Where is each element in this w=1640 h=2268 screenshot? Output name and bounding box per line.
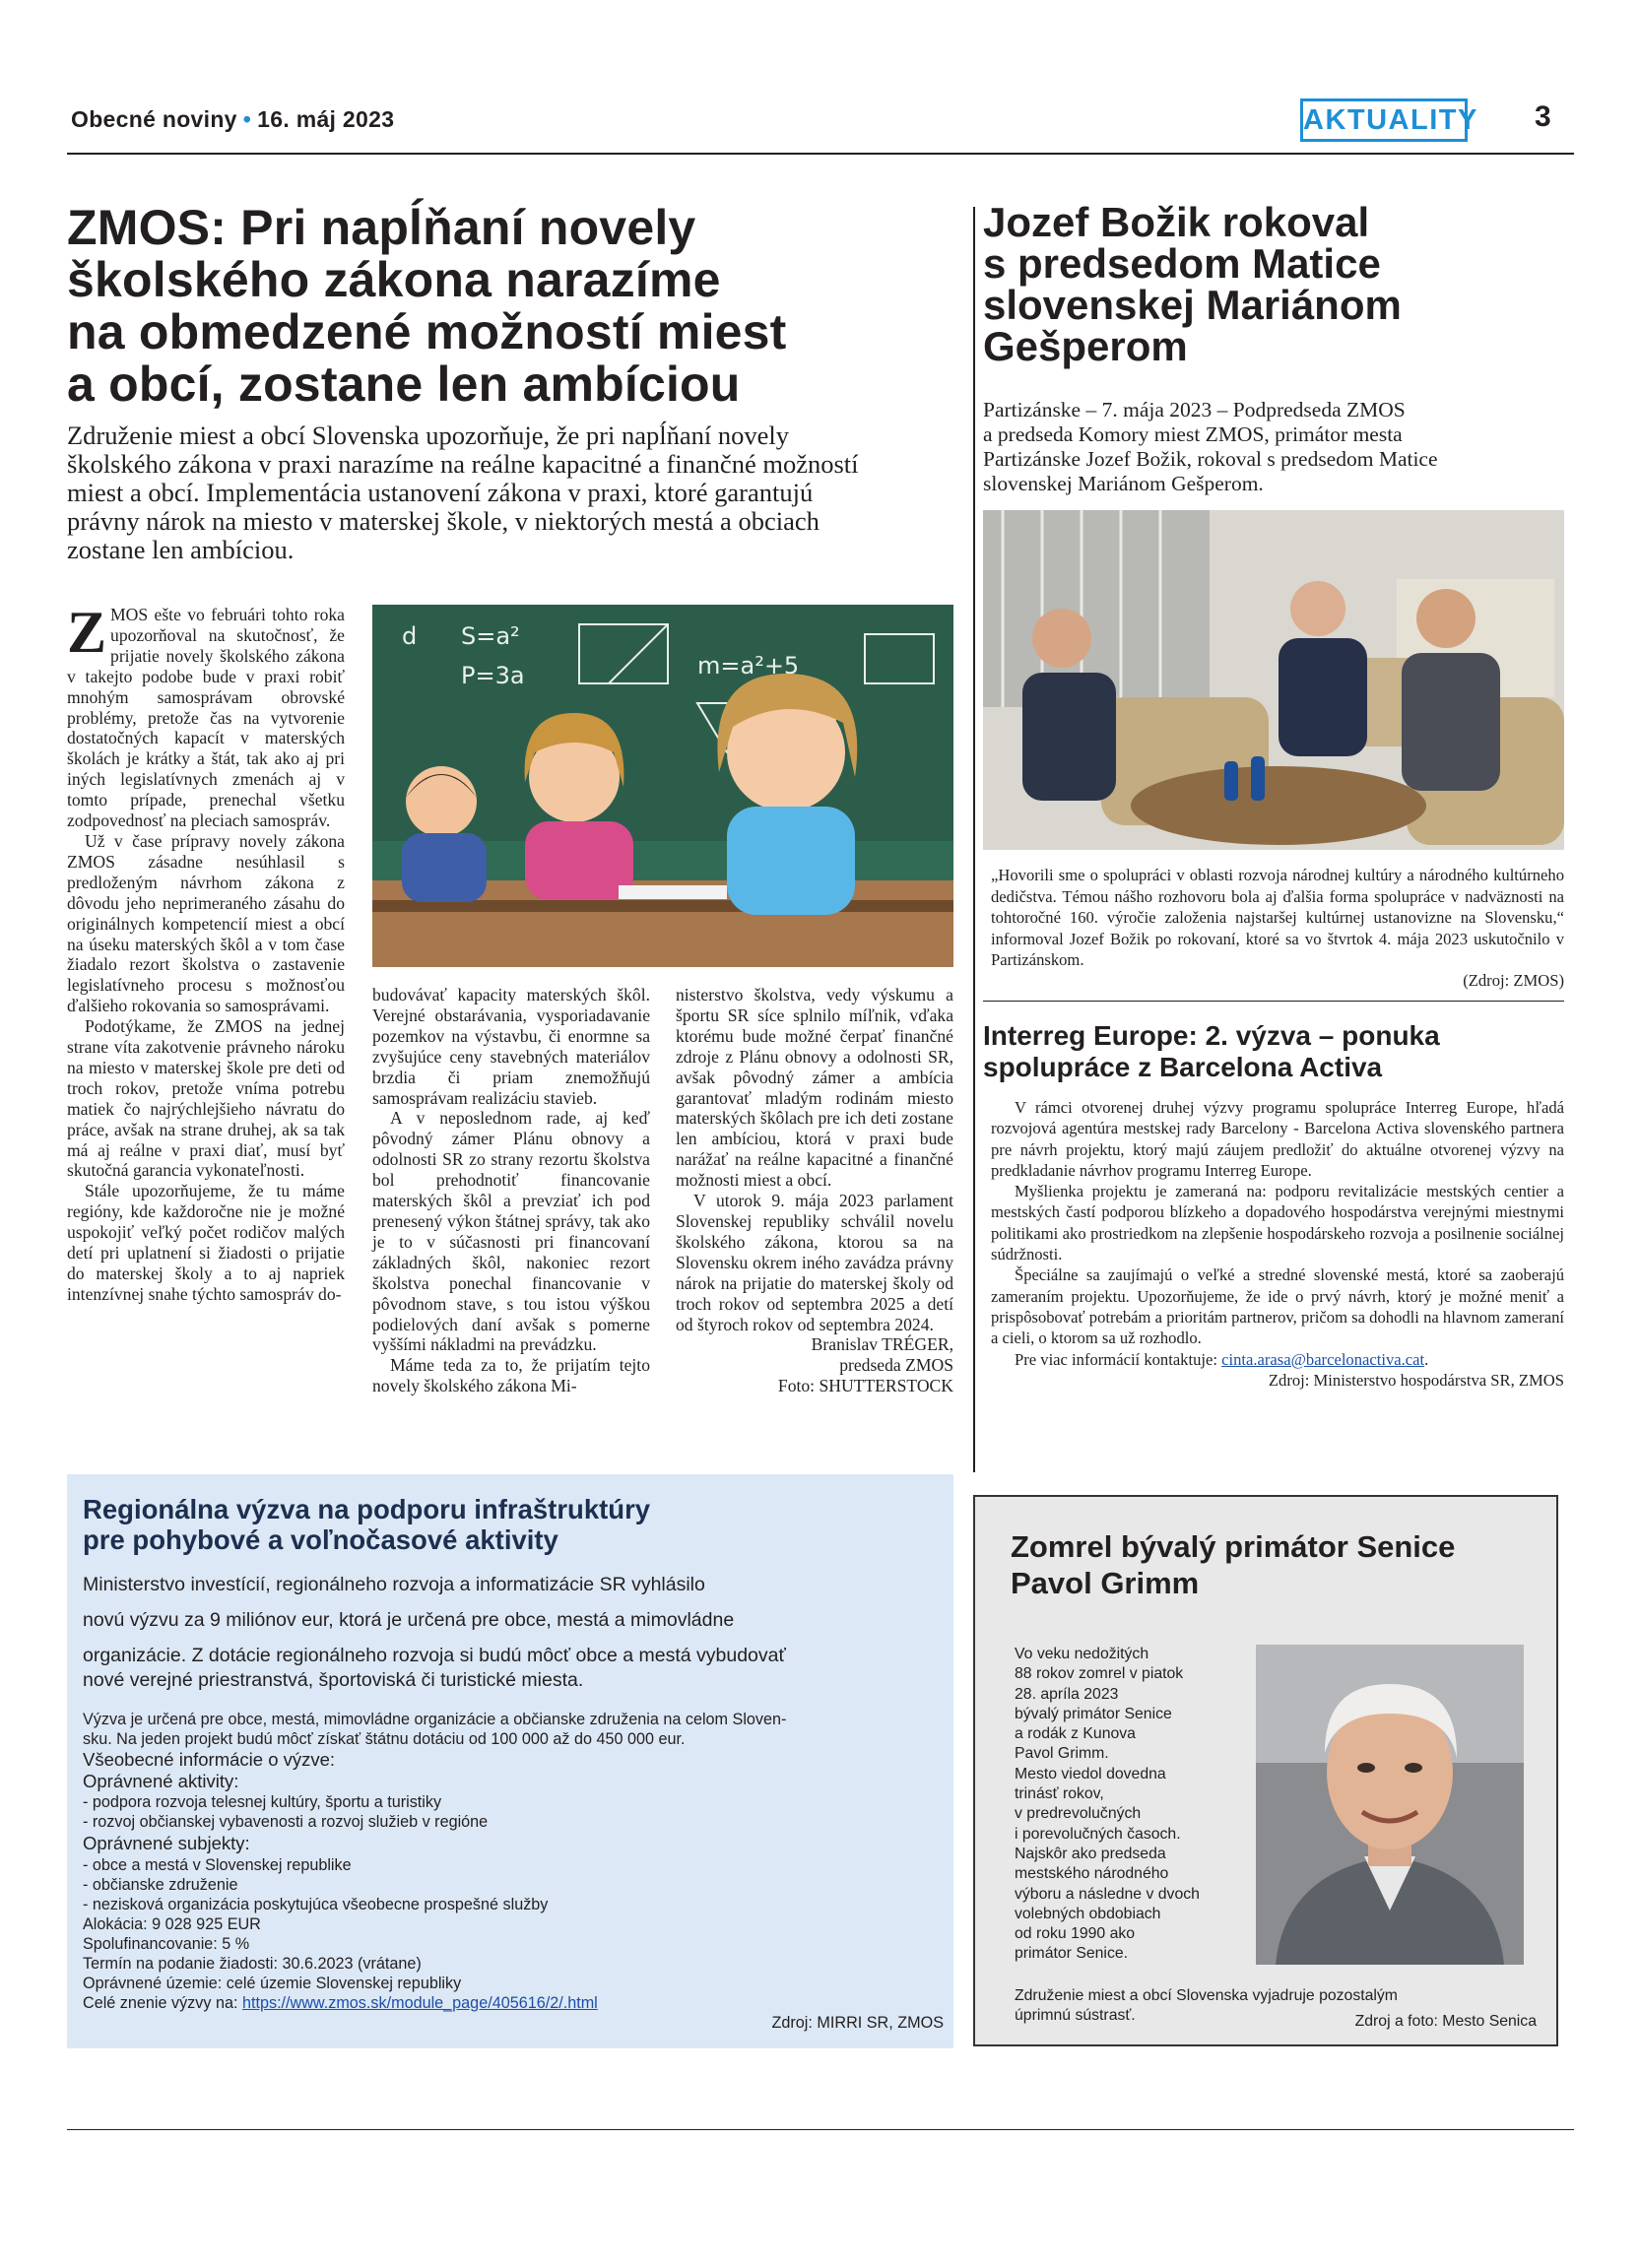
condolence-text xyxy=(1015,1986,1398,2026)
fact-line: Alokácia: 9 028 925 EUR xyxy=(83,1915,261,1933)
full-text-line xyxy=(83,1993,940,2013)
portrait-illustration xyxy=(1256,1645,1524,1965)
obituary-line: primátor Senice. xyxy=(1015,1945,1129,1963)
intro-line: novú výzvu za 9 miliónov eur, ktorá je určená pre obce, mestá a mimovládne xyxy=(83,1609,735,1631)
contact-dot: . xyxy=(1424,1349,1429,1369)
regional-source: Zdroj: MIRRI SR, ZMOS xyxy=(771,2014,944,2032)
paragraph: Máme teda za to, že prijatím tejto novely školského zákona Mi- xyxy=(372,1355,650,1396)
author-name: Branislav TRÉGER, xyxy=(811,1334,953,1355)
bozik-source: (Zdroj: ZMOS) xyxy=(1463,971,1564,990)
full-text-link[interactable]: https://www.zmos.sk/module_page/405616/2/.html xyxy=(241,1994,598,2012)
paragraph xyxy=(67,600,345,831)
obituary-source: Zdroj a foto: Mesto Senica xyxy=(1354,2013,1537,2030)
obituary-line: v predrevolučných xyxy=(1015,1805,1142,1823)
paragraph-text: MOS ešte vo februári tohto roka upozorňoval na skutočnosť, že prijatie novely školského zákona v takejto podobe bude v praxi robiť mnohým samosprávam obrovské problémy, pretože čas na vytvorenie dostatočných kapacít v materských školách je krátky a štát, tak ako aj pri iných legislatívnych zmenách aj v tomto prípade, prenechal všetku zodpovednosť na pleciach samospráv. xyxy=(67,605,345,831)
board-text: S=a² xyxy=(461,622,520,650)
section-tag: AKTUALITY xyxy=(1300,98,1468,142)
board-text: m=a²+5 xyxy=(697,652,800,680)
headline-line: školského zákona narazíme xyxy=(67,252,721,307)
obituary-line: Vo veku nedožitých xyxy=(1015,1646,1149,1662)
activities-label: Oprávnené aktivity: xyxy=(83,1771,239,1791)
bozik-quote: „Hovorili sme o spolupráci v oblasti rozvoja národnej kultúry a národného kultúrneho dedičstva. Témou nášho rozhovoru bola aj ďalšia forma spolupráce v nadväznosti na tohtoročné 160. výročie založenia najstaršej kultúrnej ustanovizne na Slovensku,“ informoval Jozef Božik po rokovaní, ktoré sa vo štvrtok 4. mája 2023 uskutočnilo v Partizánskom. xyxy=(991,866,1564,969)
lead-line: Partizánske – 7. mája 2023 – Podpredseda ZMOS xyxy=(983,398,1406,421)
obituary-line: Najskôr ako predseda xyxy=(1015,1845,1166,1862)
classroom-photo xyxy=(372,605,953,967)
contact-label: Pre viac informácií kontaktuje: xyxy=(1015,1349,1217,1369)
obituary-line: výboru a následne v dvoch xyxy=(1015,1885,1200,1903)
obituary-headline xyxy=(1011,1528,1455,1601)
headline-line: na obmedzené možností miest xyxy=(67,304,787,359)
obituary-line: od roku 1990 ako xyxy=(1015,1925,1136,1943)
headline-line: Regionálna výzva na podporu infraštruktúry xyxy=(83,1494,651,1524)
headline-line: a obcí, zostane len ambíciou xyxy=(67,356,741,412)
intro-line: nové verejné priestranstvá, športoviská či turistické miesta. xyxy=(83,1669,584,1691)
regional-intro xyxy=(83,1573,940,1693)
intro-line: organizácie. Z dotácie regionálneho rozvoja si budú môcť obce a mestá vybudovať xyxy=(83,1645,786,1666)
main-column-3 xyxy=(676,985,953,1396)
paragraph: A v neposlednom rade, aj keď pôvodný zámer Plánu obnovy a odolnosti SR zo strany rezortu školstva bol prehodnotiť financovanie materských škôl a prevziať ich pod prenesený výkon štátnej správy, tak ako je to v súčasnosti pri financovaní základných škôl, nakoniec rezort školstva ponechal financovanie v pôvodnom stave, s tou istou výškou podielových daní avšak s pomerne vyššími nákladmi na prevádzku. xyxy=(372,1108,650,1355)
paragraph: Podotýkame, že ZMOS na jednej strane víta zakotvenie právneho nároku na miesto v materskej škole pre deti od troch rokov, pretože vníma potrebu matiek čo najrýchlejšieho návratu do práce, avšak na strane druhej, ak sa tak má aj reálne v praxi diať, musí byť skutočná garancia vykonateľnosti. xyxy=(67,1016,345,1181)
drop-cap: Z xyxy=(67,600,107,665)
activity-item: - rozvoj občianskej vybavenosti a rozvoj služieb v regióne xyxy=(83,1813,489,1831)
main-column-2 xyxy=(372,985,650,1396)
headline-line: Zomrel bývalý primátor Senice xyxy=(1011,1529,1456,1564)
publication-name: Obecné noviny xyxy=(71,106,237,132)
meeting-photo xyxy=(983,510,1564,850)
headline-line: Jozef Božik rokoval xyxy=(983,199,1370,245)
headline-line: slovenskej Mariánom xyxy=(983,282,1402,328)
lead-line: slovenskej Mariánom Gešperom. xyxy=(983,472,1264,495)
fact-line: Spolufinancovanie: 5 % xyxy=(83,1935,250,1953)
paragraph: V utorok 9. mája 2023 parlament Slovenskej republiky schválil novelu školského zákona, ktorou sa na Slovensku okrem iného zavádza právny nárok na prijatie do materskej školy od troch rokov od septembra 2025 a detí od štyroch rokov od septembra 2024. xyxy=(676,1191,953,1334)
paragraph: Stále upozorňujeme, že tu máme regióny, kde každoročne nie je možné uspokojiť veľký počet rodičov malých detí pri uplatnení si žiadosti o prijatie do materskej školy a to aj napriek intenzívnej snahe týchto samospráv do- xyxy=(67,1181,345,1304)
subjects-label: Oprávnené subjekty: xyxy=(83,1833,250,1853)
lead-line: miest a obcí. Implementácia ustanovení zákona v praxi, ktoré garantujú xyxy=(67,478,814,507)
subject-item: - občianske združenie xyxy=(83,1876,238,1894)
intro-line: Ministerstvo investícií, regionálneho rozvoja a informatizácie SR vyhlásilo xyxy=(83,1574,705,1595)
condolence-line: Združenie miest a obcí Slovenska vyjadruje pozostalým xyxy=(1015,1987,1398,2004)
obituary-box xyxy=(973,1495,1558,2046)
detail-line: Výzva je určená pre obce, mestá, mimovládne organizácie a občianske združenia na celom Sloven- xyxy=(83,1711,787,1728)
detail-line: sku. Na jeden projekt budú môcť získať štátnu dotáciu od 100 000 až do 450 000 eur. xyxy=(83,1730,686,1748)
separator-dot: • xyxy=(242,106,252,132)
section-rule xyxy=(983,1001,1564,1002)
lead-line: školského zákona v praxi narazíme na reálne kapacitné a finančné možností xyxy=(67,449,859,479)
issue-date: 16. máj 2023 xyxy=(257,106,395,132)
headline-line: spolupráce z Barcelona Activa xyxy=(983,1052,1383,1082)
paragraph: Myšlienka projektu je zameraná na: podporu revitalizácie mestských centier a mestských častí podporou blízkeho a dopadového hospodárstva verejnými miestnymi politikami ako prostriedkom na zlepšenie hospodárskeho rozvoja a posilnenie sociálnej súdržnosti. xyxy=(991,1182,1564,1264)
obituary-line: 88 rokov zomrel v piatok xyxy=(1015,1665,1184,1683)
obituary-line: volebných obdobiach xyxy=(1015,1905,1161,1922)
lead-line: a predseda Komory miest ZMOS, primátor mesta xyxy=(983,422,1403,446)
lead-line: zostane len ambíciou. xyxy=(67,535,295,564)
obituary-line: mestského národného xyxy=(1015,1865,1169,1883)
classroom-illustration xyxy=(372,605,953,967)
board-text: d xyxy=(402,622,418,650)
activity-item: - podpora rozvoja telesnej kultúry, športu a turistiky xyxy=(83,1793,442,1811)
headline-line: Gešperom xyxy=(983,323,1188,369)
condolence-line: úprimnú sústrasť. xyxy=(1015,2007,1136,2024)
obituary-line: Mesto viedol dovedna xyxy=(1015,1765,1166,1782)
paragraph: budovávať kapacity materských škôl. Verejné obstarávania, vysporiadavanie pozemkov na výstavbu, či enormne sa zvyšujúce ceny stavebných materiálov brzdia či priam znemožňujú samosprávam realizáciu stavieb. xyxy=(372,985,650,1108)
lead-line: Partizánske Jozef Božik, rokoval s predsedom Matice xyxy=(983,447,1438,471)
paragraph: Špeciálne sa zaujímajú o veľké a stredné slovenské mestá, ktoré sa zaoberajú zameraním projektu. Upozorňujeme, že ide o prvý návrh, ktorý je možné meniť a prispôsobovať potrebám a prioritám partnerov, pričom sa dohodli na hlavnom zameraní a cieli, o ktorom sa už rozhodlo. xyxy=(991,1265,1564,1348)
lead-line: Združenie miest a obcí Slovenska upozorňuje, že pri napĺňaní novely xyxy=(67,421,789,450)
headline-line: s predsedom Matice xyxy=(983,240,1381,287)
lead-line: právny nárok na miesto v materskej škole, v niektorých mestá a obciach xyxy=(67,506,820,536)
interreg-source: Zdroj: Ministerstvo hospodárstva SR, ZMOS xyxy=(1268,1370,1564,1390)
author-role: predseda ZMOS xyxy=(839,1355,953,1376)
footer-rule xyxy=(67,2129,1574,2130)
regional-call-box xyxy=(67,1474,953,2048)
page-number: 3 xyxy=(1535,100,1551,133)
obituary-line: bývalý primátor Senice xyxy=(1015,1705,1172,1722)
obituary-line: 28. apríla 2023 xyxy=(1015,1685,1119,1703)
photo-credit: Foto: SHUTTERSTOCK xyxy=(777,1376,953,1396)
main-lead xyxy=(67,421,953,564)
main-column-1 xyxy=(67,600,345,1305)
fact-line: Termín na podanie žiadosti: 30.6.2023 (vrátane) xyxy=(83,1955,422,1973)
subject-item: - nezisková organizácia poskytujúca všeobecne prospešné služby xyxy=(83,1896,549,1913)
headline-line: Interreg Europe: 2. výzva – ponuka xyxy=(983,1020,1440,1051)
meeting-illustration xyxy=(983,510,1564,850)
running-header xyxy=(71,106,394,133)
column-divider xyxy=(973,207,975,1472)
header-rule xyxy=(67,153,1574,155)
board-text: P=3a xyxy=(461,662,525,689)
general-info-label: Všeobecné informácie o výzve: xyxy=(83,1749,336,1770)
subject-item: - obce a mestá v Slovenskej republike xyxy=(83,1856,352,1874)
paragraph: nisterstvo školstva, vedy výskumu a športu SR síce splnilo míľnik, vďaka ktorému bude možné čerpať finančné zdroje z Plánu obnovy a odolnosti SR, avšak pôvodný zámer a ambícia garantovať mladým rodinám miesto materských škôlach pre ich deti zostane len ambíciou, ktorá v praxi bude narážať na reálne kapacitné a finančné možnosti miest a obcí. xyxy=(676,985,953,1191)
obituary-line: trinásť rokov, xyxy=(1015,1785,1104,1803)
fact-line: Oprávnené územie: celé územie Slovenskej republiky xyxy=(83,1975,462,1992)
headline-line: Pavol Grimm xyxy=(1011,1566,1200,1600)
obituary-line: a rodák z Kunova xyxy=(1015,1725,1136,1743)
portrait-photo xyxy=(1256,1645,1524,1965)
contact-line xyxy=(991,1349,1564,1370)
obituary-text xyxy=(1015,1645,1241,1965)
interreg-headline xyxy=(983,1020,1564,1083)
bozik-headline xyxy=(983,199,1564,369)
link-label: Celé znenie výzvy na: xyxy=(83,1994,242,2012)
regional-headline xyxy=(83,1494,650,1555)
contact-email-link[interactable]: cinta.arasa@barcelonactiva.cat xyxy=(1221,1349,1425,1369)
headline-line: ZMOS: Pri napĺňaní novely xyxy=(67,200,696,255)
main-headline xyxy=(67,202,953,411)
obituary-line: Pavol Grimm. xyxy=(1015,1745,1109,1763)
paragraph: Už v čase prípravy novely zákona ZMOS zásadne nesúhlasil s predloženým návrhom zákona z dôvodu jeho neprimeraného zásahu do originálnych kompetencií miest a obcí na úseku materských škôl a v tom čase žiadalo rezort školstva o zastavenie legislatívneho procesu s možnosťou ďalšieho rokovania so samosprávami. xyxy=(67,830,345,1016)
headline-line: pre pohybové a voľnočasové aktivity xyxy=(83,1524,558,1555)
paragraph: V rámci otvorenej druhej výzvy programu spolupráce Interreg Europe, hľadá rozvojová agentúra mestskej rady Barcelony - Barcelona Activa slovenského partnera pre návrh projektu, ktorý majú záujem predložiť do aktuálne otvorenej výzvy na predkladanie návrhov programu Interreg Europe. xyxy=(991,1098,1564,1180)
interreg-body xyxy=(991,1097,1564,1391)
obituary-line: i porevolučných časoch. xyxy=(1015,1825,1181,1843)
bozik-lead xyxy=(983,398,1564,496)
regional-details xyxy=(83,1710,940,2013)
